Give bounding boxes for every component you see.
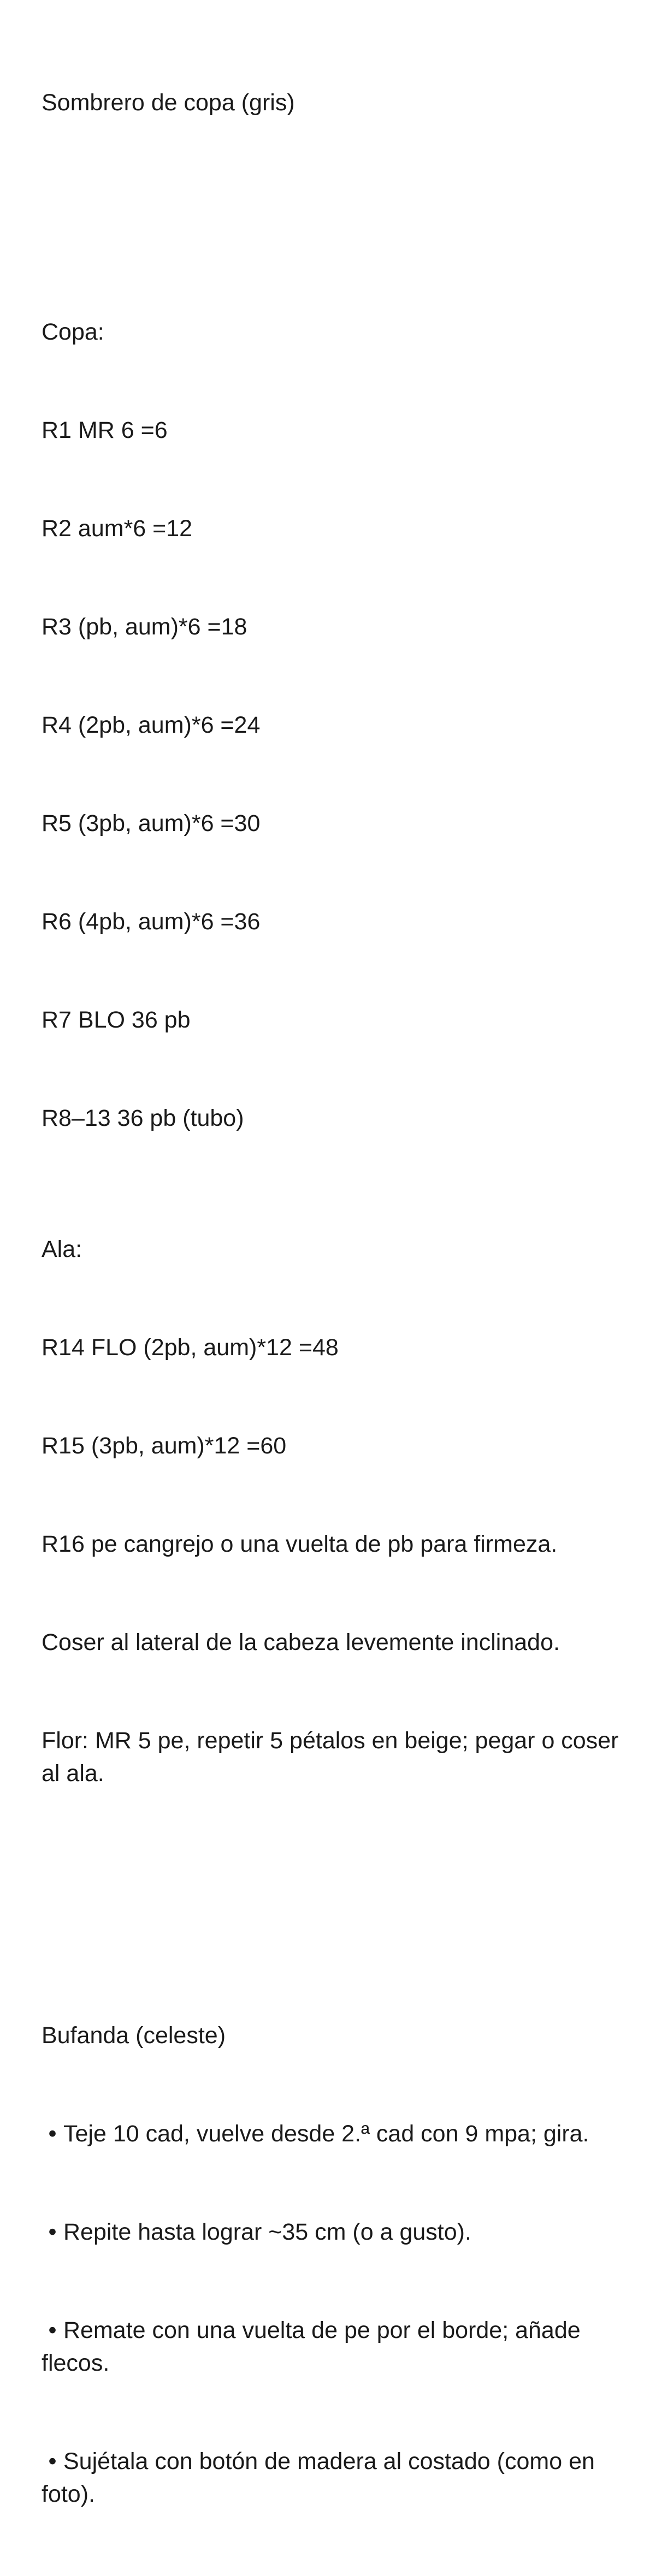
ala-heading: Ala: xyxy=(42,1236,82,1262)
bullet-icon: • xyxy=(48,2317,57,2343)
copa-round-8-13: R8–13 36 pb (tubo) xyxy=(42,1105,244,1131)
bullet-icon: • xyxy=(48,2219,57,2245)
bufanda-step-3 xyxy=(42,2314,637,2379)
note-title: Sombrero de copa (gris) xyxy=(42,90,295,116)
ala-round-14: R14 FLO (2pb, aum)*12 =48 xyxy=(42,1334,339,1361)
ala-round-16: R16 pe cangrejo o una vuelta de pb para firmeza. xyxy=(42,1531,558,1557)
blank-line xyxy=(42,1888,637,1921)
pattern-text xyxy=(42,21,637,2576)
bufanda-step-text: Remate con una vuelta de pe por el borde; añade flecos. xyxy=(42,2317,587,2376)
bufanda-heading: Bufanda (celeste) xyxy=(42,2022,226,2049)
copa-round-5: R5 (3pb, aum)*6 =30 xyxy=(42,810,261,836)
ala-round-15: R15 (3pb, aum)*12 =60 xyxy=(42,1433,287,1459)
bufanda-step-text: Sujétala con botón de madera al costado (como en foto). xyxy=(42,2448,601,2507)
copa-round-3: R3 (pb, aum)*6 =18 xyxy=(42,614,247,640)
bufanda-step-1 xyxy=(42,2117,637,2150)
copa-round-4: R4 (2pb, aum)*6 =24 xyxy=(42,712,261,738)
copa-round-6: R6 (4pb, aum)*6 =36 xyxy=(42,909,261,935)
bufanda-step-text: Teje 10 cad, vuelve desde 2.ª cad con 9 mpa; gira. xyxy=(63,2121,589,2147)
blank-line xyxy=(42,185,637,217)
copa-round-2: R2 aum*6 =12 xyxy=(42,515,193,542)
ala-note-sew: Coser al lateral de la cabeza levemente inclinado. xyxy=(42,1629,560,1655)
copa-round-1: R1 MR 6 =6 xyxy=(42,417,168,443)
bufanda-step-4 xyxy=(42,2445,637,2510)
copa-round-7: R7 BLO 36 pb xyxy=(42,1007,191,1033)
copa-heading: Copa: xyxy=(42,319,104,345)
bullet-icon: • xyxy=(48,2121,57,2147)
bufanda-step-text: Repite hasta lograr ~35 cm (o a gusto). xyxy=(63,2219,471,2245)
ala-note-flower: Flor: MR 5 pe, repetir 5 pétalos en beige; pegar o coser al ala. xyxy=(42,1728,625,1786)
bullet-icon: • xyxy=(48,2448,57,2474)
bufanda-step-2 xyxy=(42,2216,637,2248)
